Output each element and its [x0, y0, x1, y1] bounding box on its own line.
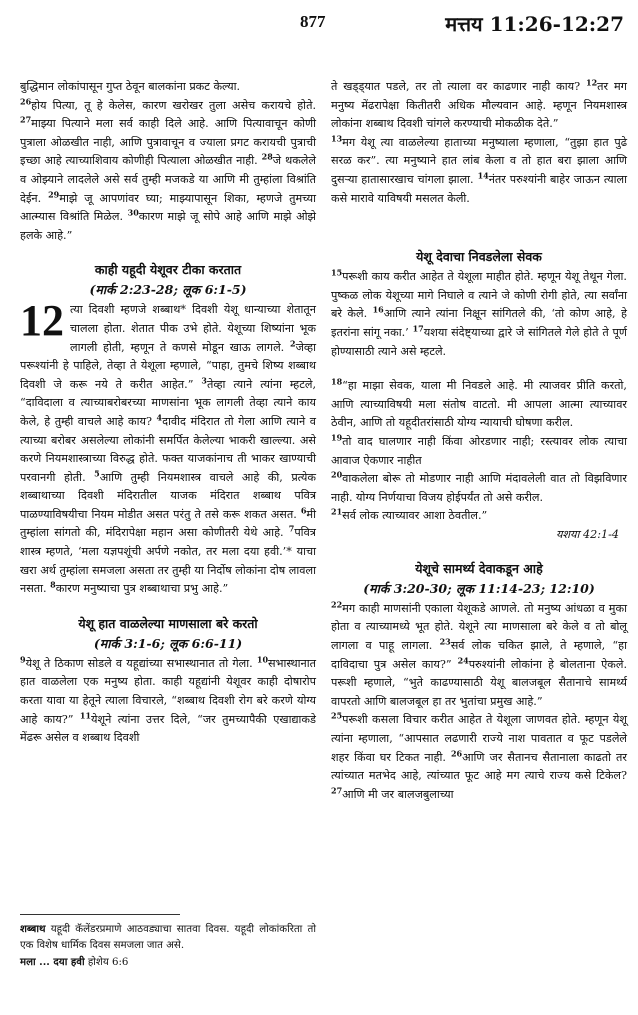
verse-number: 3 — [201, 374, 207, 385]
verse-text: कारण माझे जू सोपे आहे आणि माझे ओझे हलके आहे.” — [20, 210, 317, 242]
paragraph — [331, 78, 627, 134]
verse-number: 8 — [50, 579, 56, 590]
paragraph — [20, 97, 316, 246]
verse-text: परूशी काय करीत आहेत ते येशूला माहीत होते. म्हणून येशू तेथून गेला. पुष्कळ लोक येशूच्या मागे निघाले व त्याने जे कोणी रोगी होते, त्या सर्वांना बरे केले. — [331, 270, 627, 321]
paragraph — [331, 134, 627, 208]
footnote — [20, 921, 316, 954]
verse-text: मला ... दया हवी — [20, 956, 85, 968]
verse-number: 20 — [331, 469, 343, 480]
verse-text: शब्बाथ — [20, 923, 46, 935]
verse-number: 29 — [48, 188, 60, 199]
section-cross-reference: (मार्क 3:20-30; लूक 11:14-23; 12:10) — [363, 580, 595, 596]
section-cross-reference: (मार्क 2:23-28; लूक 6:1-5) — [89, 282, 247, 298]
verse-number: 25 — [331, 710, 343, 721]
verse-number: 10 — [256, 654, 269, 665]
verse-text: यहूदी कॅलेंडरप्रमाणे आठवड्याचा सातवा दिवस. यहूदी लोकांकरिता तो एक विशेष धार्मिक दिवस समजला जात असे. — [20, 924, 316, 951]
verse-text: सर्व लोक त्याच्यावर आशा ठेवतील.” — [342, 509, 488, 523]
verse-number: 5 — [94, 467, 100, 478]
right-column — [331, 78, 627, 804]
poetry-quote — [331, 507, 627, 526]
verse-text: माझे जू आपणांवर घ्या; माझ्यापासून शिका, म्हणजे तुमच्या आत्म्यास विश्रांति मिळेल. — [20, 191, 316, 224]
verse-text: त्या दिवशी म्हणजे शब्बाथ* दिवशी येशू धान्याच्या शेतातून चालला होता. शेतात पीक उभे होते. येशूच्या शिष्यांना भूक लागली होती, म्हणून ते कणसे मोडून खाऊ लागले. — [70, 303, 316, 354]
verse-number: 7 — [288, 523, 295, 534]
verse-text: आणि मी जर बालजबुलाच्या — [342, 787, 454, 801]
verse-text: तेव्हा त्याने त्यांना म्हटले, “दाविदाला व त्याच्याबरोबरच्या माणसांना भूक लागली तेव्हा त्याने काय केले, हे तुम्ही वाचले आहे काय? — [20, 377, 316, 428]
paragraph — [20, 655, 316, 748]
verse-number: 15 — [331, 267, 343, 278]
verse-number: 26 — [450, 747, 463, 758]
verse-text: येशूने त्यांना उत्तर दिले, “जर तुमच्यापैकी एखाद्याकडे मेंढरू असेल व शब्बाथ दिवशी — [20, 712, 316, 745]
verse-text: वाकलेला बोरू तो मोडणार नाही आणि मंदावलेली वात तो विझविणार नाही. योग्य निर्णयाचा विजय होईपर्यंत तो असे करील. — [331, 472, 627, 504]
verse-number: 4 — [156, 412, 163, 423]
verse-number: 26 — [20, 95, 32, 106]
verse-number: 17 — [412, 323, 424, 334]
verse-number: 6 — [300, 505, 307, 516]
footnotes — [20, 914, 316, 971]
section-heading: येशूचे सामर्थ्य देवाकडून आहे — [415, 560, 543, 576]
verse-text: नंतर परुश्यांनी बाहेर जाऊन त्याला कसे मारावे याविषयी मसलत केली. — [331, 172, 627, 205]
verse-number: 2 — [290, 337, 296, 348]
verse-text: यशया संदेष्ट्याच्या द्वारे जे सांगितले गेले होते ते पूर्ण होण्यासाठी त्याने असे म्हटले. — [331, 325, 628, 358]
poetry-quote — [331, 470, 627, 507]
paragraph — [331, 711, 627, 804]
verse-number: 14 — [477, 170, 489, 181]
verse-number: 27 — [20, 114, 32, 125]
verse-text: कारण मनुष्याचा पुत्र शब्बाथाचा प्रभु आहे.” — [55, 582, 229, 596]
verse-text: येशू ते ठिकाण सोडले व यहूद्यांच्या सभास्थानात तो गेला. — [25, 656, 253, 670]
verse-number: 12 — [586, 77, 598, 88]
paragraph — [20, 78, 316, 97]
footnote-divider — [20, 914, 180, 915]
verse-text: माझ्या पित्याने मला सर्व काही दिले आहे. आणि पित्यावाचून कोणी पुत्राला ओळखीत नाही, आणि पुत्रावाचून व ज्याला प्रगट करायची पुत्राची इच्छा आहे त्याच्याशिवाय कोणीही पित्याला ओळखीत नाही. — [20, 117, 316, 168]
verse-text: ते खड्ड्यात पडले, तर तो त्याला वर काढणार नाही काय? — [331, 80, 581, 93]
verse-number: 9 — [20, 654, 26, 665]
footnote — [20, 954, 316, 971]
verse-number: 24 — [457, 654, 469, 665]
paragraph — [331, 600, 627, 712]
page-header — [0, 8, 638, 38]
verse-text: सभास्थानात हात वाळलेला एक मनुष्य होता. काही यहूद्यांनी येशूवर काही दोषारोप करता यावा या हेतूने त्याला विचारले, “शब्बाथ दिवशी रोग बरे करणे योग्य आहे काय?” — [20, 656, 316, 726]
verse-text: होय पित्या, तू हे केलेस, कारण खरोखर तुला असेच करायचे होते. — [31, 98, 316, 112]
verse-text: तो वाद घालणार नाही किंवा ओरडणार नाही; रस्त्यावर लोक त्याचा आवाज ऐकणार नाहीत — [331, 434, 627, 467]
section-heading: काही यहूदी येशूवर टीका करतात — [94, 262, 242, 278]
verse-text: होशेय 6:6 — [87, 957, 129, 968]
verse-text: तर मग मनुष्य मेंढरापेक्षा कितीतरी अधिक मौल्यवान आहे. म्हणून नियमशास्त्र लोकांना शब्बाथ दिवशी चांगले करण्याची मोकळीक देते.” — [331, 80, 627, 131]
verse-number: 21 — [331, 506, 343, 517]
verse-number: 22 — [331, 599, 343, 610]
verse-number: 18 — [331, 376, 343, 387]
verse-text: मग काही माणसांनी एकाला येशूकडे आणले. तो मनुष्य आंधळा व मुका होता व त्याच्यामध्ये भूत होते. येशूने त्या माणसाला बरे केले व तो बोलू लागला व पाहू लागला. — [331, 601, 627, 653]
verse-text: सर्व लोक चकित झाले, ते म्हणाले, “हा दाविदाचा पुत्र असेल काय?” — [331, 639, 627, 671]
verse-text: आणि त्याने त्यांना निक्षून सांगितले की, ‘तो कोण आहे, हे इतरांना सांगू नका.’ — [331, 307, 627, 339]
poetry-quote — [331, 433, 627, 470]
verse-text: जेव्हा परूश्यांनी हे पाहिले, तेव्हा ते येशूला म्हणाले, “पाहा, तुमचे शिष्य शब्बाथ दिवशी जे करू नये ते करीत आहेत.” — [20, 340, 316, 391]
verse-text: बुद्धिमान लोकांपासून गुप्त ठेवून बालकांना प्रकट केल्या. — [20, 80, 241, 93]
verse-text: जे थकलेले व ओझ्याने लादलेले असे सर्व तुम्ही मजकडे या आणि मी तुम्हांला विश्रांति देईन. — [20, 154, 316, 205]
verse-text: मी तुम्हांला सांगतो की, मंदिरापेक्षा महान असा कोणीतरी येथे आहे. — [20, 507, 316, 540]
verse-number: 11 — [79, 709, 92, 720]
poetry-quote — [331, 377, 627, 433]
verse-text: परूशी कसला विचार करीत आहेत ते येशूला जाणवत होते. म्हणून येशू त्यांना म्हणाला, “आपसात लढणारी राज्ये नाश पावतात व फूट पडलेले शहर किंवा घर टिकत नाही. — [331, 713, 627, 764]
paragraph — [20, 296, 317, 599]
verse-number: 13 — [331, 133, 343, 144]
section-cross-reference: (मार्क 3:1-6; लूक 6:6-11) — [93, 635, 243, 651]
running-reference: मत्तय 11:26-12:27 — [445, 12, 624, 36]
quote-citation: यशया 42:1-4 — [555, 527, 619, 541]
verse-text: परुश्यांनी लोकांना हे बोलताना ऐकले. परूशी म्हणाले, “भुते काढण्यासाठी येशू बालजबूल सैतानाचे सामर्थ्य वापरतो आणि बालजबूल हा तर भुतांचा प्रमुख आहे.” — [331, 657, 628, 708]
verse-text: पवित्र शास्त्र म्हणते, ‘मला यज्ञपशूंची अर्पणे नकोत, तर मला दया हवी.’* याचा खरा अर्थ तुम्हांला समजला असता तर तुम्ही या निर्दोष लोकांना दोष लावला नसता. — [20, 526, 316, 596]
paragraph — [331, 268, 627, 361]
left-column — [20, 78, 316, 748]
verse-text: आणि जर सैतानच सैतानाला काढतो तर त्यांच्यात मतभेद आहे, त्यांच्यात फूट आहे मग त्याचे राज्य कसे टिकेल? — [331, 750, 627, 783]
section-heading: येशू देवाचा निवडलेला सेवक — [416, 249, 542, 265]
section-heading: येशू हात वाळलेल्या माणसाला बरे करतो — [78, 615, 258, 631]
verse-text: आणि तुम्ही नियमशास्त्र वाचले आहे की, प्रत्येक शब्बाथाच्या दिवशी मंदिरातील याजक मंदिरात शब्बाथ पवित्र पाळण्याविषयीचा नियम मोडीत असत परंतु ते तसे करू शकत असत. — [20, 470, 317, 521]
verse-text: दावीद मंदिरात तो गेला आणि त्याने व त्याच्या बरोबर असलेल्या लोकांनी समर्पित केलेल्या भाकरी खाल्ल्या. असे करणे नियमशास्त्राच्या विरुद्ध होते. फक्त याजकांनाच ती भाकर खाण्याची परवानगी होती. — [20, 414, 316, 484]
verse-number: 27 — [331, 785, 343, 796]
verse-text: “हा माझा सेवक, याला मी निवडले आहे. मी त्याजवर प्रीति करतो, आणि त्याच्याविषयी मला संतोष वाटतो. मी आपला आत्मा त्याच्यावर ठेवीन, आणि तो यहूदीतरांसाठी योग्य न्यायाची घोषणा करील. — [331, 379, 627, 430]
verse-number: 28 — [261, 151, 273, 162]
verse-number: 23 — [439, 636, 451, 647]
verse-number: 16 — [372, 304, 384, 315]
verse-number: 30 — [127, 207, 139, 218]
verse-number: 19 — [331, 432, 343, 443]
chapter-number: 12 — [20, 296, 64, 346]
verse-text: मग येशू त्या वाळलेल्या हाताच्या मनुष्याला म्हणाला, “तुझा हात पुढे सरळ कर”. त्या मनुष्याने हात लांब केला व तो हात बरा झाला आणि दुसऱ्या हातासारखाच चांगला झाला. — [331, 135, 627, 186]
page-number: 877 — [300, 12, 326, 31]
